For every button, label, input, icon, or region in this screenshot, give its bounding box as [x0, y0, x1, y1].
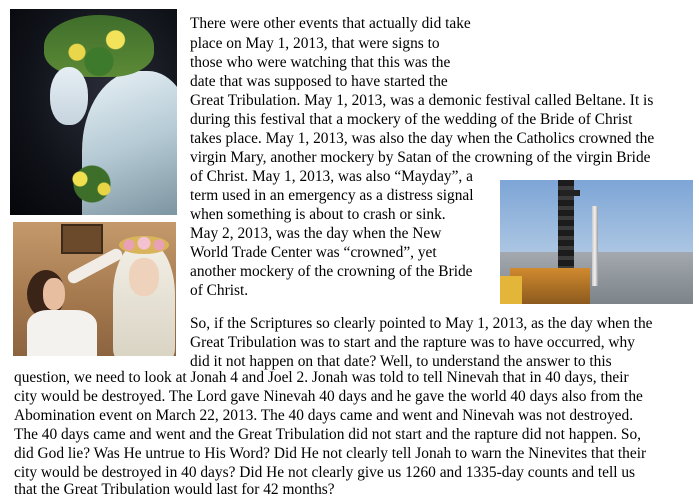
- paragraph2-line: Abomination event on March 22, 2013. The 40 days came and went and Ninevah was not destroyed.: [14, 407, 634, 424]
- paragraph1-line: date that was supposed to have started the: [190, 73, 448, 90]
- spire: [592, 206, 598, 286]
- paragraph1-line: May 2, 2013, was the day when the New: [190, 225, 442, 242]
- paragraph1-line: of Christ.: [190, 282, 249, 299]
- construction-platform: [510, 268, 590, 304]
- beltane-festival-photo: [10, 9, 177, 215]
- paragraph1-line: virgin Mary, another mockery by Satan of the crowning of the virgin Bride: [190, 149, 651, 166]
- paragraph1-line: takes place. May 1, 2013, was also the day when the Catholics crowned the: [190, 130, 655, 147]
- paragraph1-line: those who were watching that this was the: [190, 54, 451, 71]
- paragraph2-line: that the Great Tribulation would last for 42 months?: [14, 481, 335, 498]
- paragraph2-line: So, if the Scriptures so clearly pointed to May 1, 2013, as the day when the: [190, 315, 653, 332]
- paragraph1-line: when something is about to crash or sink.: [190, 206, 446, 223]
- statue-face: [129, 258, 159, 296]
- safety-rail: [500, 276, 522, 304]
- crane-arm: [560, 190, 580, 196]
- paragraph1-line: during this festival that a mockery of the wedding of the Bride of Christ: [190, 111, 633, 128]
- wall-painting: [61, 224, 103, 254]
- world-trade-center-spire-photo: [500, 180, 693, 304]
- paragraph2-line: city would be destroyed in 40 days? Did He not clearly give us 1260 and 1335-day counts and tell us: [14, 464, 636, 481]
- paragraph2-line: did God lie? Was He untrue to His Word? Did He not clearly tell Jonah to warn the Ninevites that their: [14, 445, 647, 462]
- paragraph1-line: place on May 1, 2013, that were signs to: [190, 35, 440, 52]
- paragraph2-line: city would be destroyed. The Lord gave Ninevah 40 days and he gave the world 40 days also from the: [14, 388, 643, 405]
- paragraph1-line: There were other events that actually did take: [190, 15, 471, 32]
- woman-body: [27, 310, 97, 356]
- paragraph2-line: did it not happen on that date? Well, to understand the answer to this: [190, 353, 612, 370]
- paragraph1-line: term used in an emergency as a distress signal: [190, 187, 474, 204]
- painted-face: [50, 67, 88, 125]
- paragraph1-line: World Trade Center was “crowned”, yet: [190, 244, 437, 261]
- paragraph2-line: Great Tribulation was to start and the rapture was to have occurred, why: [190, 334, 635, 351]
- leaf-crown: [44, 15, 154, 77]
- paragraph2-line: question, we need to look at Jonah 4 and Joel 2. Jonah was told to tell Ninevah that in 40 days, their: [14, 369, 629, 386]
- paragraph1-line: of Christ. May 1, 2013, was also “Mayday”, a: [190, 168, 473, 185]
- paragraph1-line: Great Tribulation. May 1, 2013, was a demonic festival called Beltane. It is: [190, 92, 654, 109]
- flower-garland: [62, 159, 122, 209]
- crowning-statue-photo: [13, 222, 176, 356]
- flower-crown: [119, 236, 169, 254]
- paragraph1-line: another mockery of the crowning of the Bride: [190, 263, 473, 280]
- woman-face: [43, 278, 65, 310]
- paragraph2-line: The 40 days came and went and the Great Tribulation did not start and the rapture did not happen. So,: [14, 426, 642, 443]
